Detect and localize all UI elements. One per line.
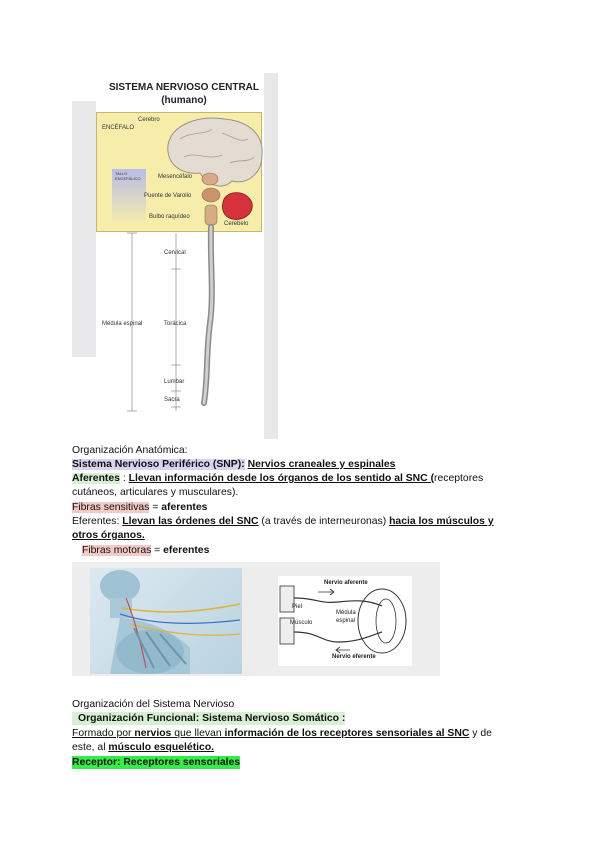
label-toracica: Torácica [164, 321, 187, 327]
torso-nerves-image [90, 568, 242, 674]
aferentes-word: aferentes [161, 502, 208, 513]
aferentes-line [72, 472, 483, 485]
receptor-line: Receptor: Receptores sensoriales [72, 757, 241, 768]
reflex-diagram [278, 576, 412, 666]
label-sacra: Sacra [164, 397, 180, 403]
eferentes-line [72, 515, 494, 528]
eferentes-word: eferentes [163, 545, 210, 556]
heading-org-sistema: Organización del Sistema Nervioso [72, 699, 235, 710]
formado-line2 [72, 741, 214, 754]
medulla-shape [205, 205, 217, 225]
pons-shape [202, 188, 220, 202]
eferentes-bold: Llevan las órdenes del SNC [122, 516, 259, 527]
label-bulbo: Bulbo raquídeo [149, 214, 190, 220]
aferentes-line2: cutáneos, articulares y musculares). [72, 487, 239, 498]
formado-a: Formado por [72, 728, 135, 739]
label-espinal: espinal [336, 618, 356, 624]
eq2: = [151, 545, 164, 556]
peripheral-figure [72, 562, 440, 676]
figure-subtitle: (humano) [161, 95, 207, 106]
formado-line2-a: este, al [72, 742, 109, 753]
label-lumbar: Lumbar [164, 379, 185, 385]
aferentes-colon: : [119, 473, 129, 484]
snp-rest: Nervios craneales y espinales [247, 459, 396, 470]
label-piel: Piel [292, 604, 303, 610]
formado-e: y de [469, 728, 492, 739]
cns-figure [72, 73, 278, 439]
eferentes-bold2: hacia los músculos y [389, 516, 494, 527]
formado-d: información de los receptores sensoriales al SNC [224, 728, 470, 739]
formado-line2-b: músculo esquelético. [108, 742, 215, 753]
label-cerebelo: Cerebelo [224, 221, 249, 227]
eferentes-mid: (a través de interneuronas) [258, 516, 390, 527]
torso-illustration [90, 568, 242, 674]
fibras-sensitivas-line [72, 501, 207, 514]
org-funcional: Organización Funcional: Sistema Nervioso Somático : [72, 712, 345, 725]
fibras-sensitivas: Fibras sensitivas [72, 502, 150, 513]
eferentes-label: Eferentes: [72, 516, 120, 527]
fibras-motoras-line [82, 544, 209, 557]
label-encefalo: ENCÉFALO [102, 125, 135, 131]
mesencephalon-shape [202, 173, 218, 185]
eferentes-line2: otros órganos. [72, 530, 145, 541]
fibras-motoras: Fibras motoras [82, 545, 152, 556]
label-musculo: Músculo [290, 620, 313, 626]
formado-b: nervios [134, 728, 172, 739]
aferentes-bold: Llevan información desde los órganos de los sentido al SNC ( [128, 473, 435, 484]
label-cerebro: Cerebro [138, 117, 160, 123]
label-cervical: Cervical [164, 250, 186, 256]
formado-c: que llevan [171, 728, 225, 739]
label-puente: Puente de Varolio [144, 193, 192, 199]
label-mesencefalo: Mesencéfalo [158, 174, 193, 180]
label-tronco: TALLO ENCEFÁLICO [115, 171, 141, 181]
snp-title: Sistema Nervioso Periférico (SNP): [72, 459, 245, 470]
figure-title: SISTEMA NERVIOSO CENTRAL [108, 82, 259, 93]
aferentes-tail: receptores [434, 473, 484, 484]
cerebellum-shape [222, 193, 252, 220]
aferentes-label: Aferentes [72, 473, 120, 484]
snp-line [72, 458, 395, 471]
label-nervio-aferente: Nervio aferente [324, 580, 368, 586]
label-medula: Médula [336, 610, 356, 616]
heading-org-anatomica: Organización Anatómica: [72, 445, 188, 456]
label-medula: Médula espinal [102, 321, 143, 327]
label-nervio-eferente: Nervio eferente [332, 654, 376, 660]
formado-line [72, 727, 492, 740]
eq1: = [149, 502, 162, 513]
